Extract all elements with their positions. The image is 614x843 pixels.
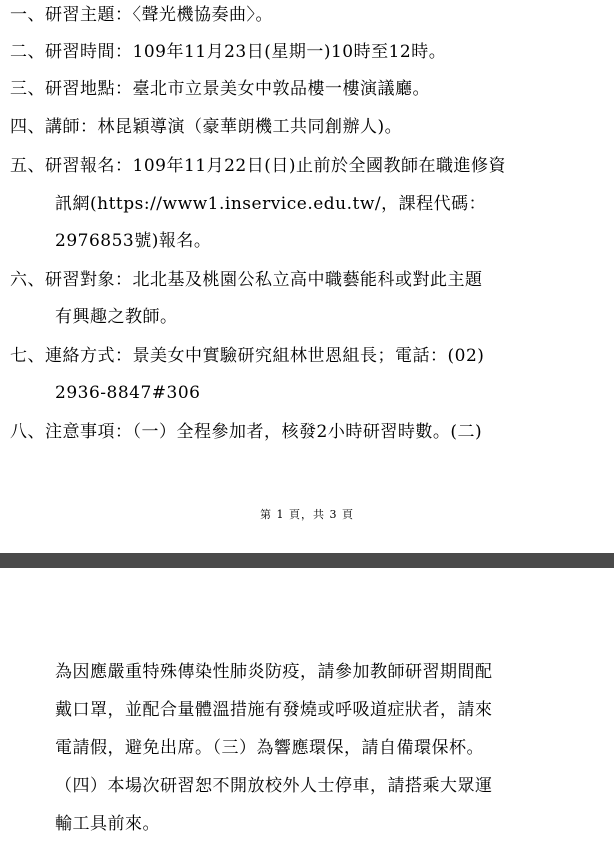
item-time: 二、研習時間：109年11月23日(星期一)10時至12時。 <box>10 42 447 62</box>
document-page-2 <box>0 568 614 843</box>
page-footer: 第 1 頁，共 3 頁 <box>260 508 354 521</box>
item-registration-cont-2: 2976853號)報名。 <box>55 231 212 251</box>
item-contact-phone: 2936-8847#306 <box>55 383 201 403</box>
item-topic: 一、研習主題：〈聲光機協奏曲〉。 <box>10 5 273 25</box>
item-lecturer: 四、講師：林昆穎導演（豪華朗機工共同創辦人)。 <box>10 117 403 137</box>
notes-cont-line-1: 為因應嚴重特殊傳染性肺炎防疫，請參加教師研習期間配 <box>55 662 493 682</box>
item-location: 三、研習地點：臺北市立景美女中敦品樓一樓演議廳。 <box>10 79 430 99</box>
item-audience: 六、研習對象：北北基及桃園公私立高中職藝能科或對此主題 <box>10 270 483 290</box>
notes-cont-line-4: （四）本場次研習恕不開放校外人士停車，請搭乘大眾運 <box>55 776 493 796</box>
notes-cont-line-2: 戴口罩，並配合量體溫措施有發燒或呼吸道症狀者，請來 <box>55 700 493 720</box>
item-audience-cont: 有興趣之教師。 <box>55 307 178 327</box>
item-registration-cont-1: 訊網(https://www1.inservice.edu.tw/，課程代碼： <box>55 194 487 214</box>
item-contact: 七、連絡方式：景美女中實驗研究組林世恩組長；電話：(02) <box>10 346 485 366</box>
item-registration: 五、研習報名：109年11月22日(日)止前於全國教師在職進修資 <box>10 156 506 176</box>
item-notes: 八、注意事項：（一）全程參加者，核發2小時研習時數。(二) <box>10 422 483 442</box>
notes-cont-line-3: 電請假，避免出席。（三）為響應環保，請自備環保杯。 <box>55 738 484 758</box>
page-separator <box>0 553 614 568</box>
notes-cont-line-5: 輸工具前來。 <box>55 814 160 834</box>
